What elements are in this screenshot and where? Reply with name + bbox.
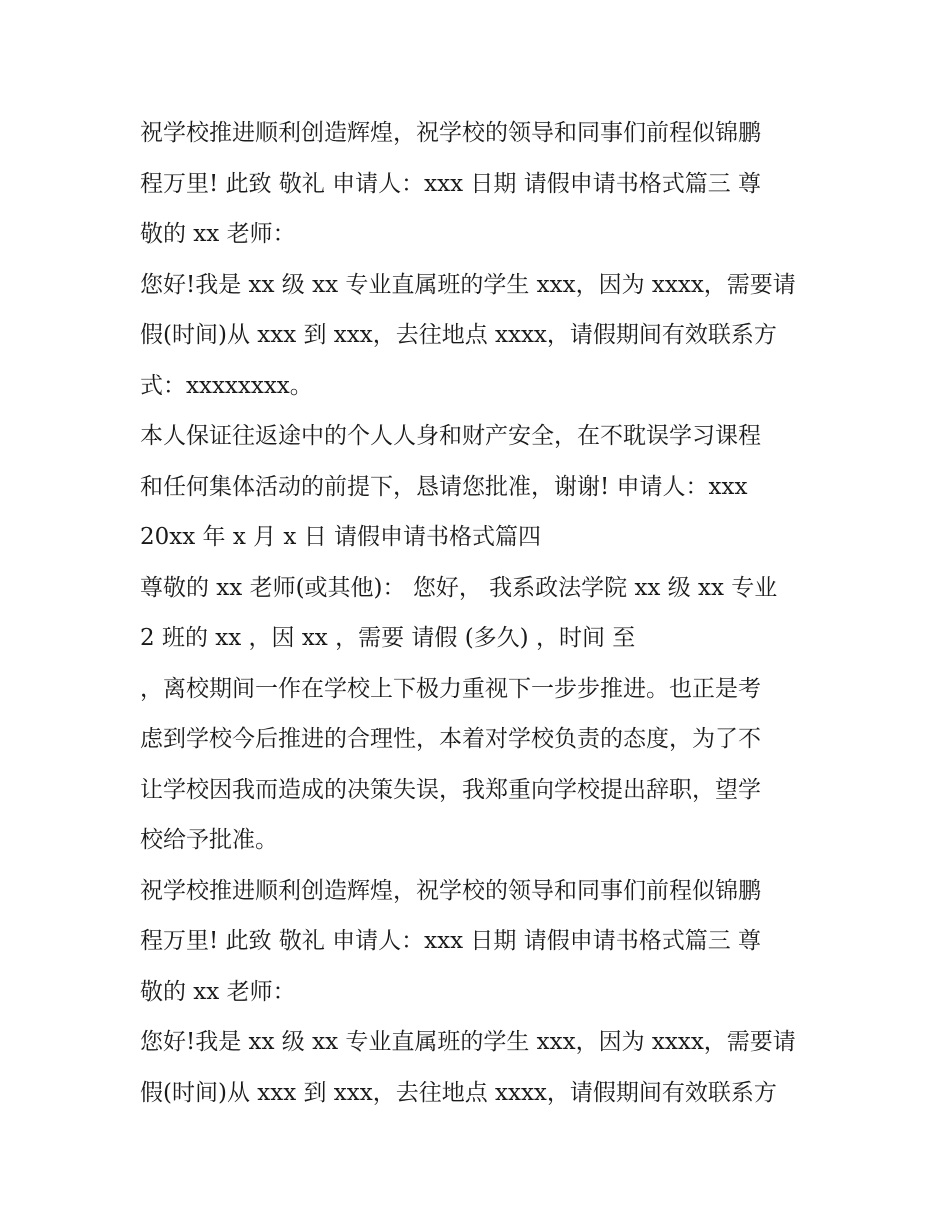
text-line: 让学校因我而造成的决策失误，我郑重向学校提出辞职，望学 bbox=[140, 776, 761, 803]
text-line: 您好!我是 xx 级 xx 专业直属班的学生 xxx，因为 xxxx，需要请 bbox=[140, 1029, 796, 1055]
text-line: 祝学校推进顺利创造辉煌，祝学校的领导和同事们前程似锦鹏 bbox=[140, 120, 761, 146]
text-line: 祝学校推进顺利创造辉煌，祝学校的领导和同事们前程似锦鹏 bbox=[140, 877, 761, 904]
text-line: 您好!我是 xx 级 xx 专业直属班的学生 xxx，因为 xxxx，需要请 bbox=[140, 271, 796, 298]
text-line: 和任何集体活动的前提下，恳请您批准，谢谢! 申请人：xxx bbox=[140, 473, 748, 500]
text-line: 程万里! 此致 敬礼 申请人：xxx 日期 请假申请书格式篇三 尊 bbox=[140, 928, 762, 954]
text-line: 校给予批准。 bbox=[140, 827, 278, 853]
text-line: 虑到学校今后推进的合理性，本着对学校负责的态度，为了不 bbox=[140, 726, 761, 752]
text-line: 式：xxxxxxxx。 bbox=[140, 372, 313, 399]
text-line: 敬的 xx 老师： bbox=[140, 978, 296, 1005]
text-line: ，离校期间一作在学校上下极力重视下一步步推进。也正是考 bbox=[140, 675, 761, 702]
text-line: 敬的 xx 老师： bbox=[140, 221, 296, 247]
text-line: 2 班的 xx ，因 xx ，需要 请假 (多久) ，时间 至 bbox=[140, 625, 636, 651]
text-line: 本人保证往返途中的个人人身和财产安全，在不耽误学习课程 bbox=[140, 423, 761, 449]
text-line: 尊敬的 xx 老师(或其他)： 您好， 我系政法学院 xx 级 xx 专业 bbox=[140, 574, 778, 601]
text-line: 假(时间)从 xxx 到 xxx，去往地点 xxxx，请假期间有效联系方 bbox=[140, 1079, 777, 1106]
text-line: 20xx 年 x 月 x 日 请假申请书格式篇四 bbox=[140, 524, 542, 550]
document-body bbox=[140, 108, 820, 1118]
text-line: 假(时间)从 xxx 到 xxx，去往地点 xxxx，请假期间有效联系方 bbox=[140, 322, 777, 348]
text-line: 程万里! 此致 敬礼 申请人：xxx 日期 请假申请书格式篇三 尊 bbox=[140, 170, 762, 197]
